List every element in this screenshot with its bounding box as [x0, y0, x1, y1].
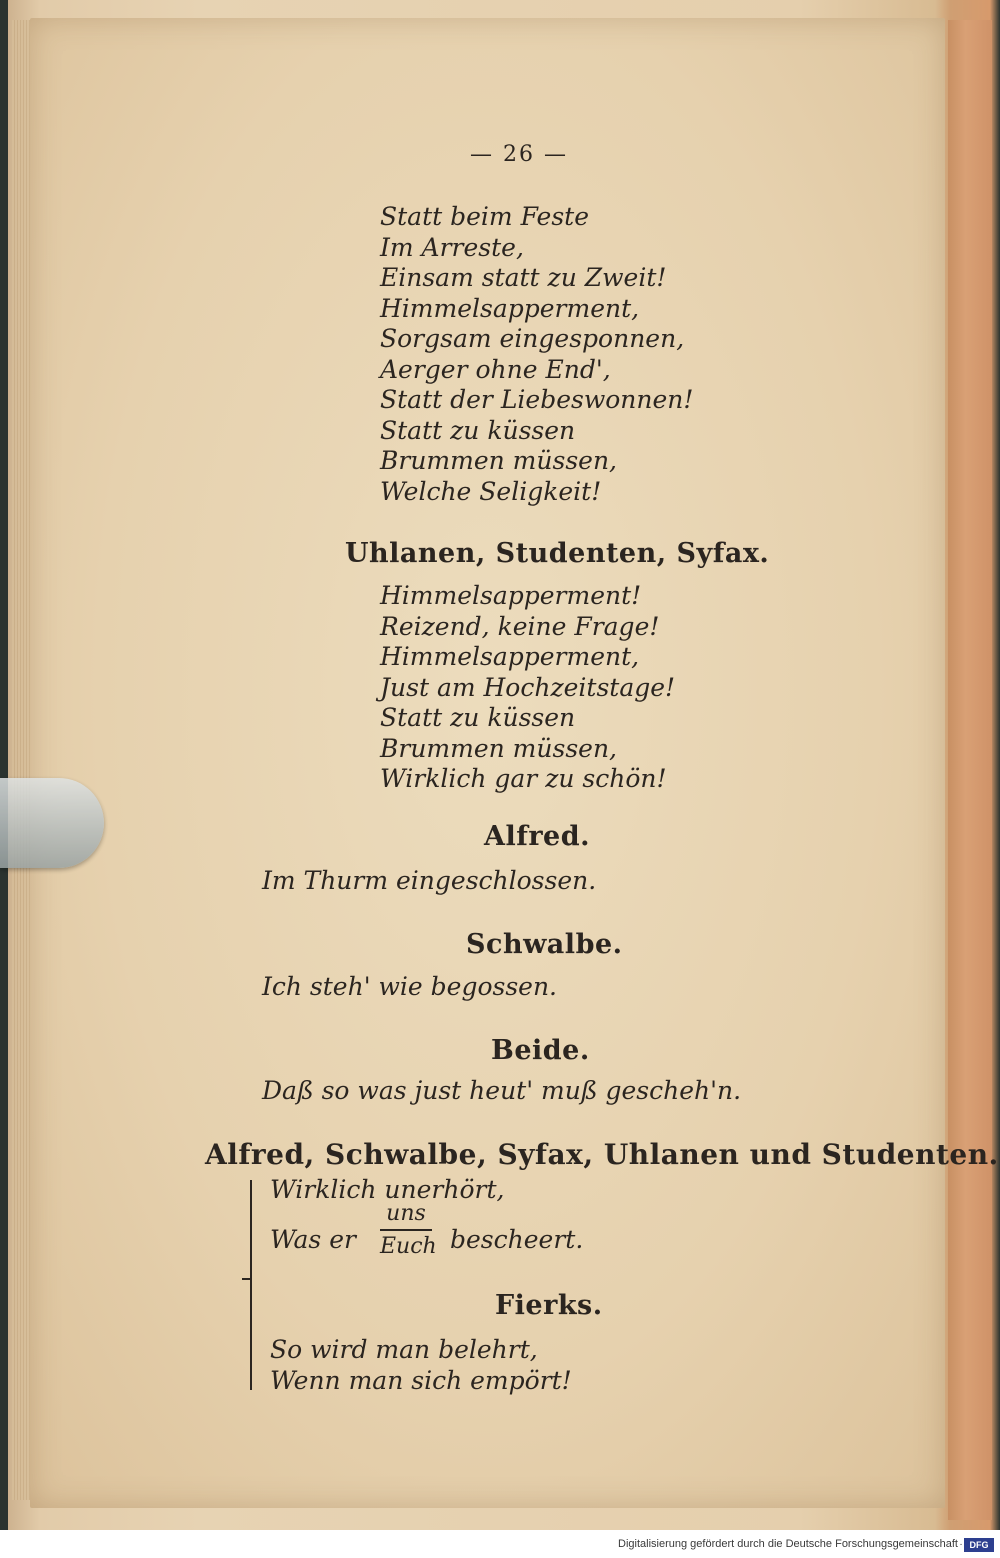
page-holder-clip [0, 778, 104, 868]
fraction-bottom: Euch [380, 1234, 437, 1259]
adjacent-page-edge [948, 20, 992, 1520]
verse-stanza-1 [380, 202, 693, 507]
verse-stanza-2 [380, 581, 675, 795]
verse-line: Ich steh' wie begossen. [262, 972, 558, 1001]
page-number: — 26 — [470, 142, 568, 167]
footer-credit: Digitalisierung gefördert durch die Deutsche Forschungsgemeinschaft [618, 1538, 958, 1550]
verse-lines: Himmelsapperment! Reizend, keine Frage! Himmelsapperment, Just am Hochzeitstage! Statt zu küssen Brummen müssen, Wirklich gar zu schön! [380, 581, 676, 793]
speaker-heading: Uhlanen, Studenten, Syfax. [345, 538, 770, 569]
speaker-heading: Alfred. [484, 821, 591, 852]
dfg-logo: DFG [964, 1538, 994, 1552]
verse-line-start: Was er [270, 1225, 356, 1254]
verse-line: Daß so was just heut' muß gescheh'n. [262, 1076, 742, 1105]
fraction-top: uns [386, 1201, 426, 1226]
digitization-footer [0, 1530, 1000, 1558]
speaker-heading: Fierks. [495, 1290, 603, 1321]
fraction-bar [380, 1229, 432, 1231]
verse-line: Wirklich unerhört, [270, 1175, 505, 1204]
verse-stanza-6 [270, 1334, 572, 1396]
alternate-reading-fraction [380, 1201, 437, 1260]
footer-separator: · [959, 1539, 963, 1550]
speaker-heading: Beide. [491, 1035, 590, 1066]
speaker-heading: Alfred, Schwalbe, Syfax, Uhlanen und Studenten. [205, 1138, 999, 1171]
verse-lines: So wird man belehrt, Wenn man sich empört! [270, 1335, 572, 1395]
bracket [250, 1180, 262, 1390]
verse-line-end: bescheert. [450, 1225, 584, 1254]
verse-lines: Statt beim Feste Im Arreste, Einsam statt zu Zweit! Himmelsapperment, Sorgsam eingesponnen, Aerger ohne End', Statt der Liebeswonnen! Statt zu küssen Brummen müssen, Welche Seligkeit! [380, 202, 694, 506]
verse-line: Im Thurm eingeschlossen. [262, 866, 597, 895]
bracket-point [242, 1278, 252, 1280]
speaker-heading: Schwalbe. [466, 929, 623, 960]
